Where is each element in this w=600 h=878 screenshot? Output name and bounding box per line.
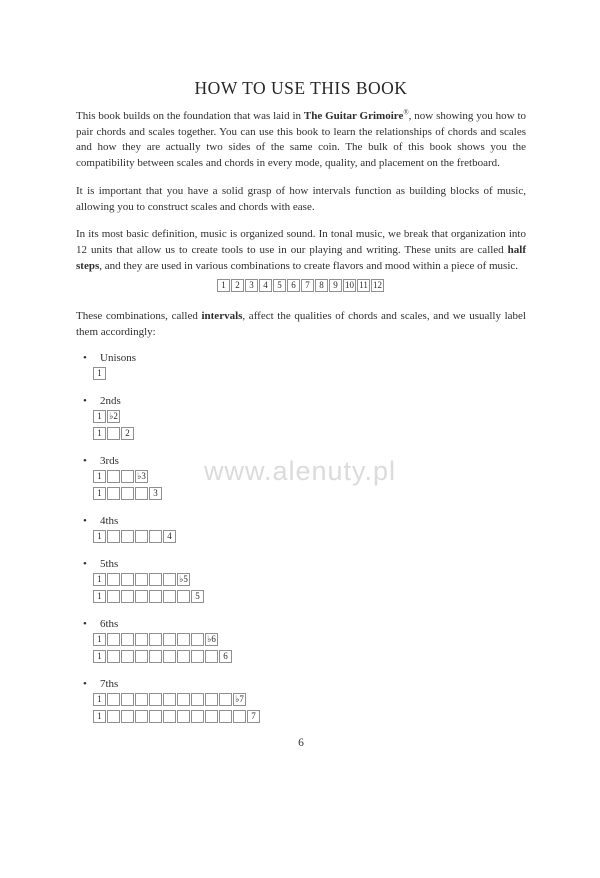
registered-trademark-symbol: ® [403, 108, 409, 117]
interval-box-empty [121, 530, 134, 543]
bullet-icon: • [83, 351, 87, 364]
interval-box-empty [135, 633, 148, 646]
interval-box-empty [163, 693, 176, 706]
interval-box-empty [135, 487, 148, 500]
interval-box-empty [177, 710, 190, 723]
interval-box-row [93, 487, 526, 500]
interval-label: 6ths [100, 617, 119, 630]
interval-box-empty [219, 693, 232, 706]
half-step-box: 8 [315, 279, 328, 292]
paragraph-intervals-importance: It is important that you have a solid grasp of how intervals function as building blocks of music, allowing you to construct scales and chords with ease. [76, 184, 526, 213]
interval-group [76, 454, 526, 500]
half-step-box: 2 [231, 279, 244, 292]
interval-box-empty [219, 710, 232, 723]
interval-box-empty [107, 710, 120, 723]
half-step-box: 7 [301, 279, 314, 292]
interval-box-row [93, 710, 526, 723]
paragraph-half-steps-post: , and they are used in various combinations to create flavors and mood within a piece of music. [99, 259, 519, 272]
interval-box-empty [135, 573, 148, 586]
interval-box: 1 [93, 427, 106, 440]
interval-box: 7 [247, 710, 260, 723]
half-step-box: 4 [259, 279, 272, 292]
interval-box-empty [233, 710, 246, 723]
interval-box-empty [135, 650, 148, 663]
interval-box-row [93, 693, 526, 706]
half-step-box: 5 [273, 279, 286, 292]
interval-box: ♭7 [233, 693, 246, 706]
interval-box-empty [191, 650, 204, 663]
interval-box-empty [177, 590, 190, 603]
interval-box-empty [177, 693, 190, 706]
interval-box: 1 [93, 590, 106, 603]
paragraph-combinations-pre: These combinations, called [76, 310, 202, 323]
interval-label: 2nds [100, 394, 121, 407]
interval-box-empty [177, 650, 190, 663]
interval-box: ♭3 [135, 470, 148, 483]
paragraph-foundation-pre: This book builds on the foundation that was laid in [76, 110, 304, 122]
interval-group [76, 351, 526, 380]
interval-box-empty [135, 590, 148, 603]
interval-box-empty [121, 710, 134, 723]
half-step-box: 6 [287, 279, 300, 292]
interval-box-empty [149, 710, 162, 723]
interval-box-empty [121, 633, 134, 646]
interval-box: 4 [163, 530, 176, 543]
interval-label: 5ths [100, 557, 119, 570]
paragraph-foundation [76, 109, 526, 172]
interval-label: Unisons [100, 351, 137, 364]
interval-box: 1 [93, 410, 106, 423]
interval-box: ♭6 [205, 633, 218, 646]
interval-group [76, 677, 526, 723]
interval-box-row [93, 427, 526, 440]
interval-box-row [93, 590, 526, 603]
paragraph-foundation-post: , now showing you how to pair chords and scales together. You can use this book to learn the relationships of chords and scales and how they are actually two sides of the same coin. The bulk of this book shows you the compatibility between scales and chords in every mode, quality, and placement on the fretboard. [76, 110, 526, 170]
interval-box: 1 [93, 367, 106, 380]
interval-box-empty [149, 693, 162, 706]
interval-box: 1 [93, 470, 106, 483]
page-title: HOW TO USE THIS BOOK [194, 78, 408, 98]
half-step-box: 3 [245, 279, 258, 292]
interval-box-empty [121, 573, 134, 586]
interval-box: 1 [93, 650, 106, 663]
interval-box-empty [135, 710, 148, 723]
interval-box: 1 [93, 710, 106, 723]
interval-box-empty [163, 633, 176, 646]
interval-box-row [93, 573, 526, 586]
bullet-icon: • [83, 617, 87, 630]
paragraph-combinations-post: , affect the qualities of chords and scales, and we usually label them accordingly: [76, 310, 526, 339]
intervals-bold: intervals [201, 310, 243, 323]
interval-box-empty [163, 590, 176, 603]
interval-box-empty [121, 650, 134, 663]
half-step-box: 11 [357, 279, 370, 292]
interval-box-row [93, 470, 526, 483]
bullet-icon: • [83, 454, 87, 467]
interval-box: 1 [93, 487, 106, 500]
interval-box: 1 [93, 530, 106, 543]
interval-box-empty [121, 590, 134, 603]
half-step-row [217, 279, 385, 297]
interval-box: ♭5 [177, 573, 190, 586]
watermark: www.alenuty.pl [203, 456, 397, 486]
interval-box-empty [107, 590, 120, 603]
interval-box-empty [135, 530, 148, 543]
bullet-icon: • [83, 394, 87, 407]
interval-box-empty [107, 693, 120, 706]
interval-box: 3 [149, 487, 162, 500]
interval-box-empty [205, 710, 218, 723]
interval-box-row [93, 410, 526, 423]
half-step-box: 1 [217, 279, 230, 292]
interval-box: 6 [219, 650, 232, 663]
interval-box-empty [107, 470, 120, 483]
paragraph-half-steps [76, 227, 526, 274]
interval-group [76, 514, 526, 543]
interval-box: 1 [93, 573, 106, 586]
interval-box-empty [149, 530, 162, 543]
interval-box-row [93, 650, 526, 663]
half-step-box: 9 [329, 279, 342, 292]
interval-box-empty [107, 573, 120, 586]
half-step-box: 10 [345, 280, 354, 291]
interval-box-row [93, 530, 526, 543]
paragraph-combinations [76, 309, 526, 340]
interval-box-row [93, 633, 526, 646]
interval-box-empty [107, 427, 120, 440]
interval-box: 5 [191, 590, 204, 603]
interval-box-empty [191, 710, 204, 723]
interval-box-empty [205, 650, 218, 663]
interval-box-row [93, 367, 526, 380]
paragraph-half-steps-pre: In its most basic definition, music is organized sound. In tonal music, we break that organization into 12 units that allow us to create tools to use in our playing and writing. These units are called [76, 228, 526, 256]
interval-list [76, 351, 526, 723]
interval-box-empty [107, 487, 120, 500]
interval-box-empty [149, 633, 162, 646]
interval-box-empty [149, 573, 162, 586]
interval-box-empty [121, 693, 134, 706]
book-title-bold: The Guitar Grimoire [303, 110, 404, 122]
interval-box-empty [205, 693, 218, 706]
interval-box-empty [163, 573, 176, 586]
interval-box: 2 [121, 427, 134, 440]
interval-box-empty [191, 693, 204, 706]
interval-box-empty [135, 693, 148, 706]
bullet-icon: • [83, 677, 87, 690]
interval-box-empty [177, 633, 190, 646]
interval-box: ♭2 [107, 410, 120, 423]
interval-box-empty [107, 633, 120, 646]
interval-box: 1 [93, 633, 106, 646]
interval-box-empty [163, 650, 176, 663]
bullet-icon: • [83, 514, 87, 527]
interval-box-empty [149, 590, 162, 603]
book-page [0, 78, 600, 749]
interval-group [76, 617, 526, 663]
interval-label: 4ths [100, 514, 119, 527]
interval-label: 7ths [100, 677, 119, 690]
interval-box-empty [191, 633, 204, 646]
interval-box-empty [107, 650, 120, 663]
half-step-box: 12 [373, 280, 382, 291]
interval-group [76, 394, 526, 440]
bullet-icon: • [83, 557, 87, 570]
interval-box: 1 [93, 693, 106, 706]
interval-box-empty [149, 650, 162, 663]
interval-box-empty [107, 530, 120, 543]
interval-label: 3rds [100, 454, 119, 467]
page-number: 6 [298, 736, 304, 749]
interval-group [76, 557, 526, 603]
interval-box-empty [163, 710, 176, 723]
interval-box-empty [121, 470, 134, 483]
half-steps-bold: half steps [76, 243, 526, 272]
interval-box-empty [121, 487, 134, 500]
